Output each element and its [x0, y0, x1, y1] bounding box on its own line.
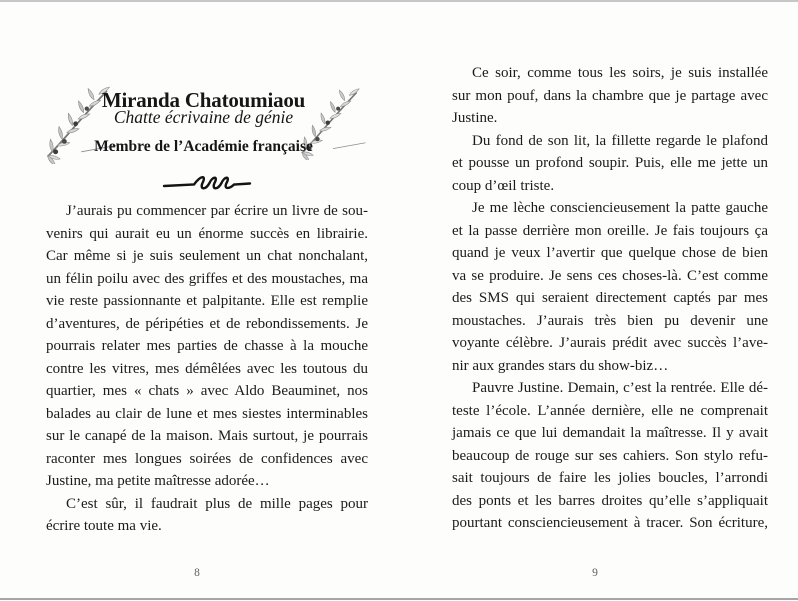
text-line: pourrais relater mes parties de chasse à la mouche — [46, 338, 368, 354]
text-line: Justine. — [452, 110, 498, 126]
author-subtitle: Chatte écrivaine de génie — [113, 107, 294, 127]
text-line: quartier, mes « chats » avec Aldo Beauminet, nos — [46, 383, 368, 399]
text-line: Justine, ma petite maîtresse adorée… — [46, 473, 270, 489]
text-line: jamais ce que lui demandait la maîtresse. Il y avait — [452, 425, 768, 441]
paragraph — [452, 197, 768, 377]
text-line: sait toujours de faire les jolies boucles, l’arrondi — [452, 470, 768, 486]
text-line: voyante célèbre. J’aurais prédit avec succès l’ave- — [452, 335, 768, 351]
text-line: sur mon pouf, dans la chambre que je partage avec — [452, 87, 768, 104]
text-line: Ce soir, comme tous les soirs, je suis installée — [472, 65, 768, 81]
page-number-left: 8 — [194, 567, 200, 579]
text-line: beaucoup de rouge sur ses cahiers. Son stylo refu- — [452, 447, 768, 464]
text-line: vie reste passionnante et palpitante. Elle est remplie — [46, 293, 368, 309]
text-line: et la passe derrière mon oreille. Je fais toujours ça — [452, 222, 768, 239]
text-line: teste l’école. L’année dernière, elle ne comprenait — [452, 402, 768, 419]
text-line: Du fond de son lit, la fillette regarde le plafond — [472, 132, 768, 149]
text-line: sur le canapé de la maison. Mais surtout, je pourrais — [46, 428, 368, 444]
text-line: coup d’œil triste. — [452, 177, 555, 194]
text-line: C’est sûr, il faudrait plus de mille pages pour — [66, 495, 368, 512]
text-line: un félin poilu avec des griffes et des moustaches, ma — [46, 270, 368, 287]
text-line: J’aurais pu commencer par écrire un livre de sou- — [66, 203, 368, 219]
paragraph — [452, 130, 768, 198]
paragraph — [452, 377, 768, 535]
text-line: des SMS qui seraient directement captés par mes — [452, 290, 768, 306]
text-line: raconter mes longues soirées de confidences avec — [46, 450, 368, 467]
text-line: balades au clair de lune et mes siestes interminables — [46, 405, 368, 422]
text-line: quand je veux l’avertir que quelque chose de bien — [452, 245, 768, 261]
text-line: moustaches. J’aurais très bien pu devenir une — [452, 312, 768, 329]
text-line: venirs qui aurait eu un énorme succès en librairie. — [46, 225, 368, 242]
text-line: nir aux grandes stars du show-biz… — [452, 357, 669, 374]
author-affiliation: Membre de l’Académie française — [94, 138, 313, 155]
text-line: d’aventures, de péripéties et de rebondissements. Je — [46, 315, 368, 332]
text-line: Pauvre Justine. Demain, c’est la rentrée. Elle dé- — [472, 380, 768, 396]
paragraph — [452, 62, 768, 130]
text-line: Je me lèche consciencieusement la patte gauche — [472, 200, 768, 216]
right-page-text — [452, 62, 768, 535]
author-name-title: Miranda Chatoumiaou — [101, 88, 306, 113]
text-line: va se produire. Je sens ces choses-là. C’est comme — [452, 267, 768, 284]
text-line: pourtant consciencieusement à tracer. Son écriture, — [452, 515, 768, 531]
text-line: écrire toute ma vie. — [46, 518, 162, 534]
page-number-right: 9 — [592, 567, 598, 579]
text-line: Car même si je suis seulement un chat nonchalant, — [46, 248, 368, 264]
page-bottom-edge — [0, 598, 798, 600]
text-line: des ponts et les barres droites qu’elle s’appliquait — [452, 492, 768, 509]
text-line: et pousse un profond soupir. Puis, elle me jette un — [452, 155, 768, 171]
text-line: contre les vitres, mes démêlées avec les toutous du — [46, 360, 368, 377]
